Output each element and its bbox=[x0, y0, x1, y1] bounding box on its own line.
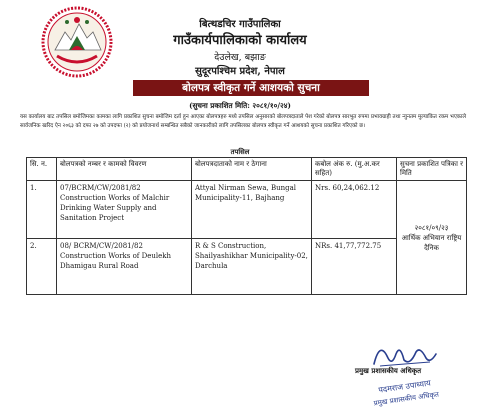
office-address: देउलेख, बझाङ bbox=[214, 52, 266, 63]
notice-body: यस कार्यालय बाट तपसिल बमोजिमका कामका लागि प्रकाशित सुचना बमोजिम दर्ता हुन आएका बोलपत्रहरु मध्ये तपसिल अनुसारको बोलपत्रदाताले पेश गरेको बोलपत्र सारभुत रुपमा प्रभावग्राही तथा न्युनतम मुल्याकित रकम भएकाले सार्वजनिक खरिद ऐन २०६३ को दफा २७ को उपदफा (२) को प्रयोजनार्थ सम्बन्धित सबैको जानकारीको लागि तपसिलका बोलपत्र स्वीकृत गर्ने आशयको सुचना प्रकाशित गरिएको छ। bbox=[20, 114, 466, 129]
cell-work: 07/BCRM/CW/2081/82 Construction Works of Malchir Drinking Water Supply and Sanitation Project bbox=[57, 181, 192, 239]
cell-amount: NRs. 41,77,772.75 bbox=[312, 239, 397, 295]
official-stamp bbox=[363, 377, 449, 417]
bid-table bbox=[26, 157, 467, 295]
col-header-work: बोलपत्रको नम्बर र कामको विवरण bbox=[57, 158, 192, 181]
notice-title: बोलपत्र स्वीकृत गर्ने आशयको सुचना bbox=[133, 80, 369, 96]
col-header-sn: सि. न. bbox=[27, 158, 57, 181]
cell-work: 08/ BCRM/CW/2081/82 Construction Works of Deulekh Dhamigau Rural Road bbox=[57, 239, 192, 295]
signatory-title: प्रमुख प्रशासकीय अधिकृत bbox=[355, 366, 422, 375]
cell-bidder: Attyal Nirman Sewa, Bungal Municipality-11, Bajhang bbox=[192, 181, 312, 239]
publication-paper-name: आर्थिक अभियान राष्ट्रिय दैनिक bbox=[401, 233, 462, 252]
col-header-publication: सुचना प्रकाशित पत्रिका र मिति bbox=[397, 158, 467, 181]
table-header-row bbox=[27, 158, 467, 181]
cell-amount: Nrs. 60,24,062.12 bbox=[312, 181, 397, 239]
col-header-amount: कबोल अंक रु. (मु.अ.कर सहित) bbox=[312, 158, 397, 181]
office-name: गाउँकार्यपालिकाको कार्यालय bbox=[173, 33, 307, 48]
publication-date: (सुचना प्रकाशित मिति: २०८१/१०/२४) bbox=[189, 101, 291, 110]
cell-bidder: R & S Construction, Shailyashikhar Municipality-02, Darchula bbox=[192, 239, 312, 295]
col-header-bidder: बोलपत्रदाताको नाम र ठेगाना bbox=[192, 158, 312, 181]
publication-paper-date: २०८१/०९/२३ bbox=[414, 223, 449, 232]
cell-sn: 1. bbox=[27, 181, 57, 239]
stamp-line-1: पदमराज उपाध्याय bbox=[377, 378, 432, 395]
municipality-name: बित्थडचिर गाउँपालिका bbox=[199, 19, 281, 30]
province-name: सुदूरपश्चिम प्रदेश, नेपाल bbox=[195, 66, 285, 77]
cell-sn: 2. bbox=[27, 239, 57, 295]
cell-publication bbox=[397, 181, 467, 295]
table-row bbox=[27, 181, 467, 239]
table-title: तपसिल bbox=[230, 148, 250, 156]
stamp-line-2: प्रमुख प्रशासकीय अधिकृत bbox=[373, 390, 440, 408]
